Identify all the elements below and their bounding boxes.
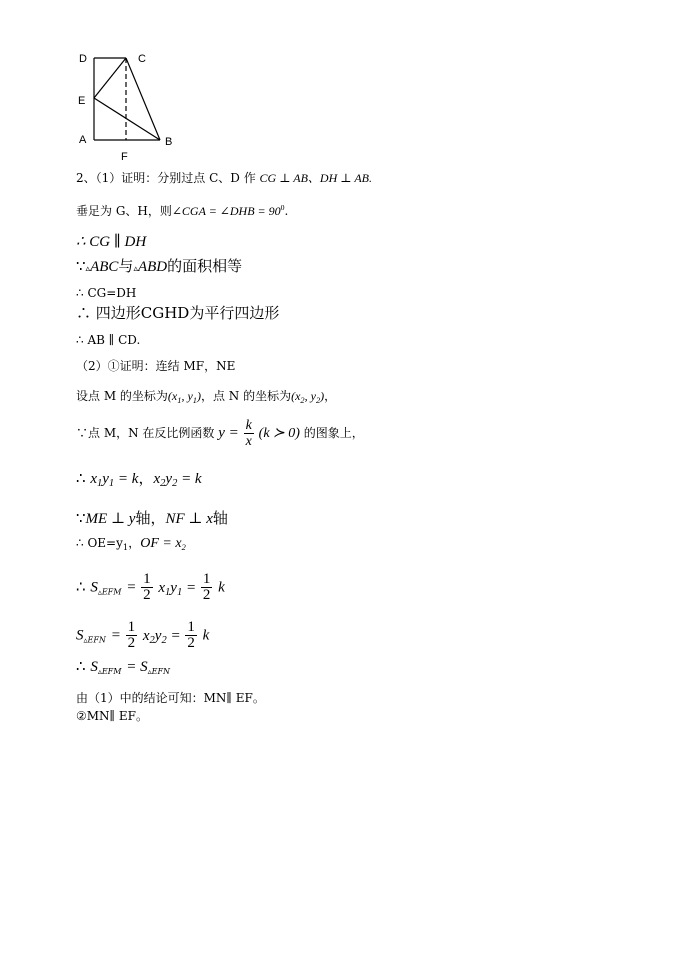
line-foot-of-perpendicular: 垂足为 G、H，则∠CGA = ∠DHB = $90^0$. [76,203,289,218]
line-part2-proof: （2）①证明：连结 MF，NE [76,359,236,373]
line-area-equal: ∵▵ABC与▵ABD的面积相等 [76,257,243,275]
label-B: B [165,136,173,148]
line-ab-parallel-cd: ∴ AB ∥ CD. [76,333,141,347]
segment-EB [94,98,160,140]
line-conclusion-2: ②MN∥ EF。 [76,709,148,723]
line-areas-equal: ∴ $S_{▵EFM} = S_{▵EFN}$ [76,657,170,676]
segment-CB [126,58,160,140]
line-products-k: ∴ $x_1y_1 = k$，$x_2y_2 = k$ [76,469,202,489]
line-conclusion-1: 由（1）中的结论可知：MN∥ EF。 [76,691,265,705]
line-cg-parallel-dh: ∴ CG ∥ DH [76,234,147,250]
line-inverse-function: ∵点 M，N 在反比例函数 y = $\frac{k}{x}$ (k ≻ 0) 的图象上， [76,418,364,449]
line-cg-equals-dh: ∴ CG=DH [76,286,137,300]
segment-EC [94,58,126,98]
label-D: D [79,53,87,65]
line-area-efn: $S_{▵EFN}$ = $\frac{1}{2}$ $x_2y_2$ = $\frac{1}{2}$ k [76,619,210,651]
label-F: F [121,151,128,163]
label-C: C [138,53,146,65]
line-coordinates: 设点 M 的坐标为($x_1$, $y_1$)，点 N 的坐标为($x_2$, $y_2$)， [76,389,337,405]
line-part1-proof: 2、（1）证明：分别过点 C、D 作 CG ⊥ AB、DH ⊥ AB. [76,171,372,185]
line-perpendicular-axes: ∵ME ⊥ y轴，NF ⊥ x轴 [76,509,228,527]
label-E: E [78,95,86,107]
label-A: A [79,134,87,146]
line-area-efm: ∴ $S_{▵EFM}$ = $\frac{1}{2}$ $x_1y_1$ = $\frac{1}{2}$ k [76,571,225,603]
line-parallelogram: ∴ 四边形CGHD为平行四边形 [76,304,280,322]
line-oe-of: ∴ $OE=y_1$，OF = $x_2$ [76,536,186,552]
